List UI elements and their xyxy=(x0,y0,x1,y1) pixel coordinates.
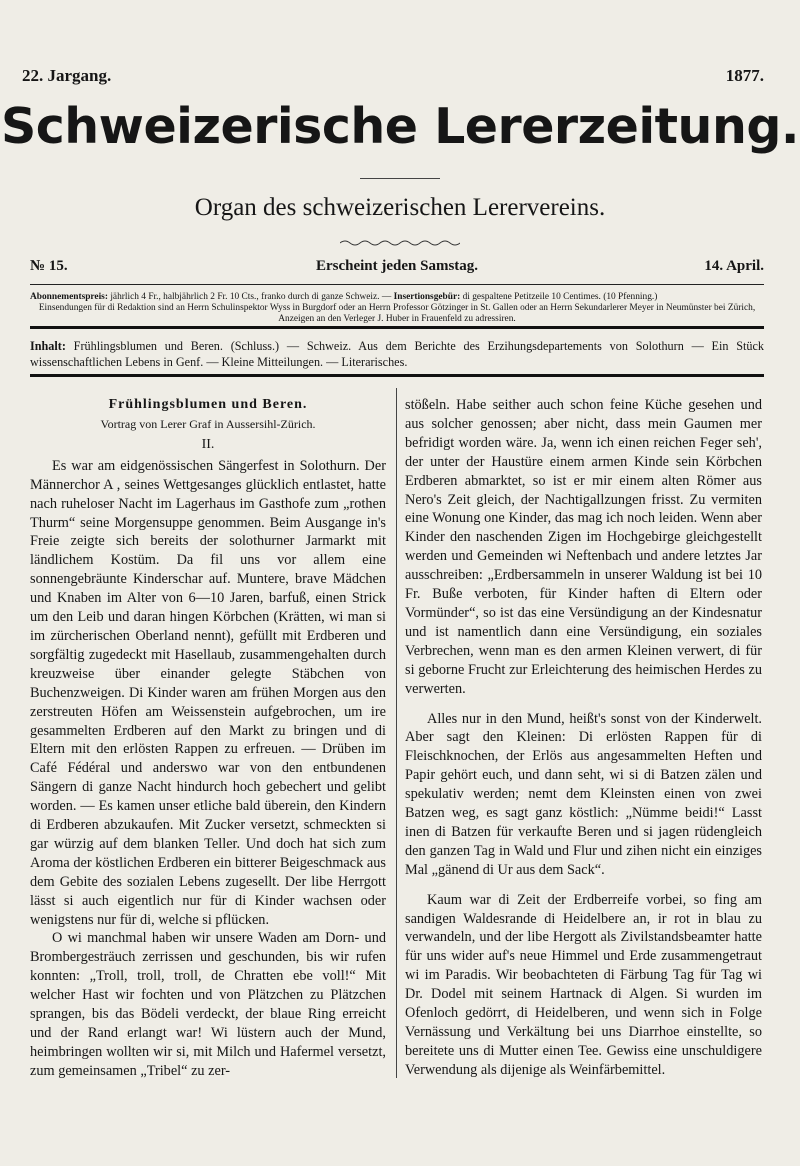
column-right xyxy=(405,396,762,1080)
paragraph: Alles nur in den Mund, heißt's sonst von der Kinderwelt. Aber sagt den Kleinen: Di erlösten Rappen für di Fleischknochen, der Erlös aus angesammelten Heften und Papir gehört euch, und dann seht, wi si di Batzen zälen und spekulativ werden; nemt dem Kleinsten einen von zwei Batzen weg, es sagt ganz köstlich: „Nümme beidi!“ Lasst inen di Batzen für verkaufte Beren und si jagen rüdengleich den ganzen Tag in Wald und Flur und zihen nicht ein einziges Mal „gänend di Ur aus dem Sack“. xyxy=(405,710,762,878)
article-section: II. xyxy=(201,436,215,452)
ornament-rule xyxy=(340,238,460,248)
article-byline: Vortrag von Lerer Graf in Aussersihl-Zürich. xyxy=(100,416,316,431)
issue-date: 14. April. xyxy=(704,258,764,274)
volume-label: 22. Jargang. xyxy=(22,66,112,85)
contents-block xyxy=(30,338,764,370)
insertion-label: Insertionsgebür: xyxy=(393,292,461,302)
subscription-line-2: Einsendungen für di Redaktion sind an Herrn Schulinspektor Wyss in Burgdorf oder an Herrn Professor Götzinger in St. Gallen oder an Herrn Sekundarlerer Meyer in Neumünster bei Zürich, Anzeigen an den Verleger J. Huber in Frauenfeld zu adressiren. xyxy=(38,303,756,324)
issue-frequency: Erscheint jeden Samstag. xyxy=(315,258,479,274)
paragraph: stößeln. Habe seither auch schon feine Küche gesehen und aus solcher genossen; aber nicht, dass mein Gaumen mer befridigt worden wäre. Ja, wenn ich einen reichen Feger seh', der unter der Haustüre einem armen Kinde sein Körbchen Erdberen abmarktet, so ist er mir einem alten Römer aus Nero's Zeit gleich, der Nachtigallzungen frisst. Zu vermiten eine Wonung one Kinder, das mag ich noch leiden. Wenn aber Kinder den naschenden Zigen im Hochgebirge gleichgestellt werden und Gemeinden wi Neftenbach und andere letztes Jar ausschreiben: „Erdbersammeln in unserer Waldung ist bei 10 Fr. Buße verboten, für Kinder haften di Eltern oder Vormünder“, so ist das eine Versündigung an der Kindesnatur und ist namentlich dann eine Versündigung, ein soziales Verbrechen, wenn man es den armen Kleinen verwert, di für si geborne Frucht zur Erleichterung des heimischen Herdes zu verwerten. xyxy=(405,397,762,697)
divider-thick xyxy=(30,326,764,329)
masthead-rule xyxy=(360,178,440,179)
issue-line xyxy=(30,258,764,278)
paragraph: Kaum war di Zeit der Erdberreife vorbei, so fing am sandigen Waldesrande di Heidelbere an, ir rot in blau zu verwandeln, und der libe Hergott als Zivilstandsbeamter hatte für uns wider auf's neue Himmel und Erde zusammengetraut wi im Paradis. Wir beobachteten di Färbung Tag für Tag wi Dr. Dodel mit seinem Hartnack di Algen. Si wurden im Ofenloch gedörrt, di Heidelberen, und wenn sich in Folge Vernässung und Verkältung bei uns Diarrhoe einstellte, so bereitete uns di Mutter einen Tee. Gewiss eine unschuldigere Verwendung als dijenige als Weinfärbemittel. xyxy=(405,891,762,1078)
contents-text: Frühlingsblumen und Beren. (Schluss.) — Schweiz. Aus dem Berichte des Erzihungsdepartements von Solothurn — Ein Stück wissenschaftlichen Lebens in Genf. — Kleine Mitteilungen. — Literarisches. xyxy=(30,339,764,369)
column-left xyxy=(30,396,386,1081)
paragraph: O wi manchmal haben wir unsere Waden am Dorn- und Brombergesträuch zerrissen und geschunden, bis wir rufen konnten: „Troll, troll, troll, de Chratten ebe voll!“ Mit welcher Hast wir fochten und von Plätzchen zu Plätzchen sprangen, bis das Bödeli verdeckt, der blaue Ring erreicht und der Rand erlangt war! Wi lüstern auch der Mund, heimbringen wollten wir si, mit Milch und Hafermel versetzt, zum gemeinsamen „Tribel“ zu zer- xyxy=(30,930,386,1079)
masthead-title: Schweizerische Lererzeitung. xyxy=(0,98,800,155)
top-line xyxy=(22,66,764,86)
issue-number: № 15. xyxy=(30,258,68,274)
contents-label: Inhalt: xyxy=(30,339,66,353)
subscription-text: jährlich 4 Fr., halbjährlich 2 Fr. 10 Cts., franko durch di ganze Schweiz. — xyxy=(107,292,394,302)
column-divider xyxy=(396,388,397,1078)
subscription-label: Abonnementspreis: xyxy=(30,292,108,302)
subscription-line-1 xyxy=(30,292,764,303)
paragraph: Es war am eidgenössischen Sängerfest in Solothurn. Der Männerchor A , seines Wettgesanges glücklich entlastet, hatte nach ruheloser Nacht im Lagerhaus im Gasthofe zum „rothen Thurm“ seine Morgensuppe genommen. Beim Ausgange in's Freie zeigte sich bereits der solothurner Jarmarkt mit ländlichem Kostüm. Da fil uns vor allem eine sonnengebräunte Kinderschar auf. Muntere, brave Mädchen und Knaben im Alter von 6—10 Jaren, barfuß, einen Strick um den Leib und daran hingen Körbchen (Krätten, wi man si im zürcherischen Oberland nennt), gefüllt mit Erdberen und sorgfältig zugedeckt mit Hasellaub, zusammengehalten durch kreuzweise über einander gelegte Stäbchen von Buchenzweigen. Di Kinder waren am frühen Morgen aus den zerstreuten Höfen am Weissenstein aufgebrochen, um ire gesammelten Erdberen auf den Markt zu bringen und di Eltern mit den erlösten Rappen zu erfreuen. — Drüben im Café Fédéral und anderswo war von den entbundenen Sängern di ganze Nacht hindurch hoch gebechert und gelibt worden. — Es kamen unser etliche bald überein, den Kindern di Erdberen abzukaufen. Mit Zucker versetzt, schmeckten si gar würzig auf dem blanken Teller. Und doch hat sich zum Aroma der köstlichen Erdberen ein bitterer Beigeschmack aus dem Gebite des sozialen Lebens zugesellt. Der libe Herrgott lässt si auch eigentlich nur für di Kinder wachsen oder wenigstens nur für di, welche si pflücken. xyxy=(30,457,386,928)
divider xyxy=(30,284,764,285)
masthead-subtitle: Organ des schweizerischen Lerervereins. xyxy=(194,194,606,221)
article-title: Frühlingsblumen und Beren. xyxy=(108,397,308,412)
subscription-info xyxy=(30,292,764,325)
year-label: 1877. xyxy=(725,66,764,85)
divider-thick xyxy=(30,374,764,377)
insertion-text: di gespaltene Petitzeile 10 Centimes. (10 Pfenning.) xyxy=(460,292,658,302)
